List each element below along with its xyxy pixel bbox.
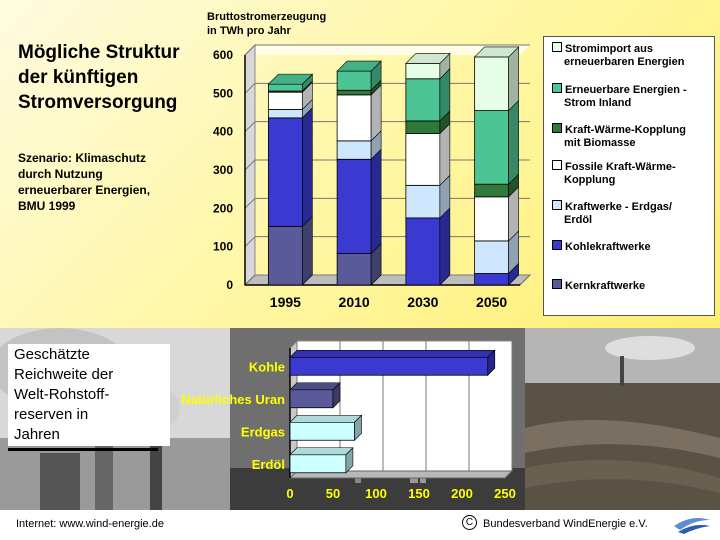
bar-segment xyxy=(268,109,302,117)
bar-segment-side xyxy=(371,149,381,253)
wind-logo-icon xyxy=(672,512,712,536)
y-tick-label: 600 xyxy=(212,48,233,62)
legend-label: erneuerbaren Energien xyxy=(564,56,685,68)
bar-segment xyxy=(337,71,371,90)
bar-segment xyxy=(475,241,509,274)
legend-label: Fossile Kraft-Wärme- xyxy=(565,161,676,173)
title-line: der künftigen xyxy=(18,67,139,88)
reserves-bar-top xyxy=(290,383,340,390)
organization-name: Bundesverband WindEnergie e.V. xyxy=(483,518,648,530)
bar-segment xyxy=(406,185,440,218)
scenario-line: BMU 1999 xyxy=(18,199,76,213)
bar-segment xyxy=(337,141,371,159)
legend-label: Kraftwerke - Erdgas/ xyxy=(565,201,672,213)
copyright-icon: C xyxy=(462,515,477,530)
legend-label: Kernkraftwerke xyxy=(565,280,646,292)
legend-item xyxy=(552,83,702,110)
scenario-line: Szenario: Klimaschutz xyxy=(18,151,147,165)
y-tick-label: 500 xyxy=(212,86,233,101)
reserves-bar xyxy=(290,390,333,408)
y-axis-label-line: Bruttostromerzeugung xyxy=(207,11,327,23)
legend-swatch xyxy=(552,240,562,250)
legend-swatch xyxy=(552,279,562,289)
bar-segment xyxy=(406,63,440,78)
bar-segment xyxy=(475,274,509,286)
y-tick-label: 0 xyxy=(226,278,233,292)
reserves-bar xyxy=(290,422,355,440)
legend-label: Kraft-Wärme-Kopplung xyxy=(565,124,686,136)
reserves-category-label: Natürliches Uran xyxy=(180,391,285,407)
chart-legend xyxy=(543,36,715,316)
reserves-x-tick-label: 50 xyxy=(325,486,341,501)
y-tick-label: 400 xyxy=(212,124,233,139)
internet-address: Internet: www.wind-energie.de xyxy=(16,518,164,530)
bar-segment xyxy=(475,111,509,185)
bar-segment-side xyxy=(509,101,519,185)
legend-item xyxy=(552,160,702,187)
bar-segment-side xyxy=(509,47,519,111)
reserves-x-tick-label: 250 xyxy=(494,486,516,501)
reserves-category-label: Erdöl xyxy=(251,456,285,472)
reserves-title-line: Reichweite der xyxy=(14,366,114,383)
y-tick-label: 100 xyxy=(212,239,233,254)
scenario-line: durch Nutzung xyxy=(18,167,103,181)
legend-label: Erneuerbare Energien - xyxy=(565,84,687,96)
x-tick-label: 2030 xyxy=(407,294,439,310)
bar-segment-side xyxy=(440,208,450,285)
bar-segment xyxy=(268,118,302,226)
bar-segment-side xyxy=(302,216,312,285)
x-tick-label: 2050 xyxy=(476,294,508,310)
reserves-bar-top xyxy=(290,350,495,357)
legend-swatch xyxy=(552,42,562,52)
scenario-line: erneuerbarer Energien, xyxy=(18,183,151,197)
legend-label: Kopplung xyxy=(564,174,616,186)
plot-area xyxy=(213,45,530,310)
legend-item xyxy=(552,200,702,227)
legend-label: Stromimport aus xyxy=(565,43,654,55)
title-line: Stromversorgung xyxy=(18,92,178,113)
reserves-bar-top xyxy=(290,448,353,455)
bar-segment xyxy=(475,184,509,197)
legend-swatch xyxy=(552,160,562,170)
legend-swatch xyxy=(552,83,562,93)
bar-segment xyxy=(475,57,509,111)
bar-segment xyxy=(406,134,440,186)
x-tick-label: 1995 xyxy=(269,294,301,310)
legend-swatch xyxy=(552,200,562,210)
reserves-plot-area xyxy=(181,341,516,501)
legend-item xyxy=(552,123,702,150)
legend-label: Erdöl xyxy=(564,214,593,226)
reserves-bar xyxy=(290,455,346,473)
reserves-bar-chart xyxy=(0,328,720,510)
bar-segment xyxy=(268,92,302,109)
reserves-category-label: Kohle xyxy=(248,359,285,375)
y-axis-label-line: in TWh pro Jahr xyxy=(207,25,291,37)
legend-label: Strom Inland xyxy=(564,97,632,109)
reserves-title-line: Jahren xyxy=(14,426,60,443)
reserves-x-tick-label: 150 xyxy=(408,486,430,501)
reserves-bar-top xyxy=(290,415,362,422)
bar-segment xyxy=(337,254,371,285)
legend-item xyxy=(552,279,702,293)
reserves-title-line: reserven in xyxy=(14,406,89,423)
bar-segment xyxy=(406,121,440,134)
legend-label: Kohlekraftwerke xyxy=(565,241,651,253)
y-tick-label: 200 xyxy=(212,201,233,216)
legend-label: mit Biomasse xyxy=(564,137,636,149)
reserves-x-tick-label: 200 xyxy=(451,486,473,501)
x-tick-label: 2010 xyxy=(338,294,370,310)
bar-segment xyxy=(268,226,302,285)
bar-segment-side xyxy=(302,108,312,226)
bar-segment xyxy=(268,84,302,91)
reserves-category-label: Erdgas xyxy=(240,424,285,440)
reserves-title-line: Geschätzte xyxy=(14,346,90,363)
bar-segment xyxy=(475,197,509,241)
legend-item xyxy=(552,240,702,254)
reserves-bar xyxy=(290,357,488,375)
bar-segment xyxy=(406,218,440,285)
lower-panel xyxy=(0,328,720,510)
bar-segment-side xyxy=(440,124,450,186)
title-line: Mögliche Struktur xyxy=(18,42,180,63)
reserves-x-tick-label: 100 xyxy=(365,486,387,501)
y-tick-label: 300 xyxy=(212,163,233,177)
bar-segment xyxy=(337,90,371,95)
reserves-title-line: Welt-Rohstoff- xyxy=(14,386,110,403)
bar-segment xyxy=(406,79,440,121)
reserves-x-tick-label: 0 xyxy=(286,486,294,501)
bar-segment xyxy=(337,159,371,253)
legend-swatch xyxy=(552,123,562,133)
legend-item xyxy=(552,42,702,69)
bar-segment xyxy=(337,95,371,141)
